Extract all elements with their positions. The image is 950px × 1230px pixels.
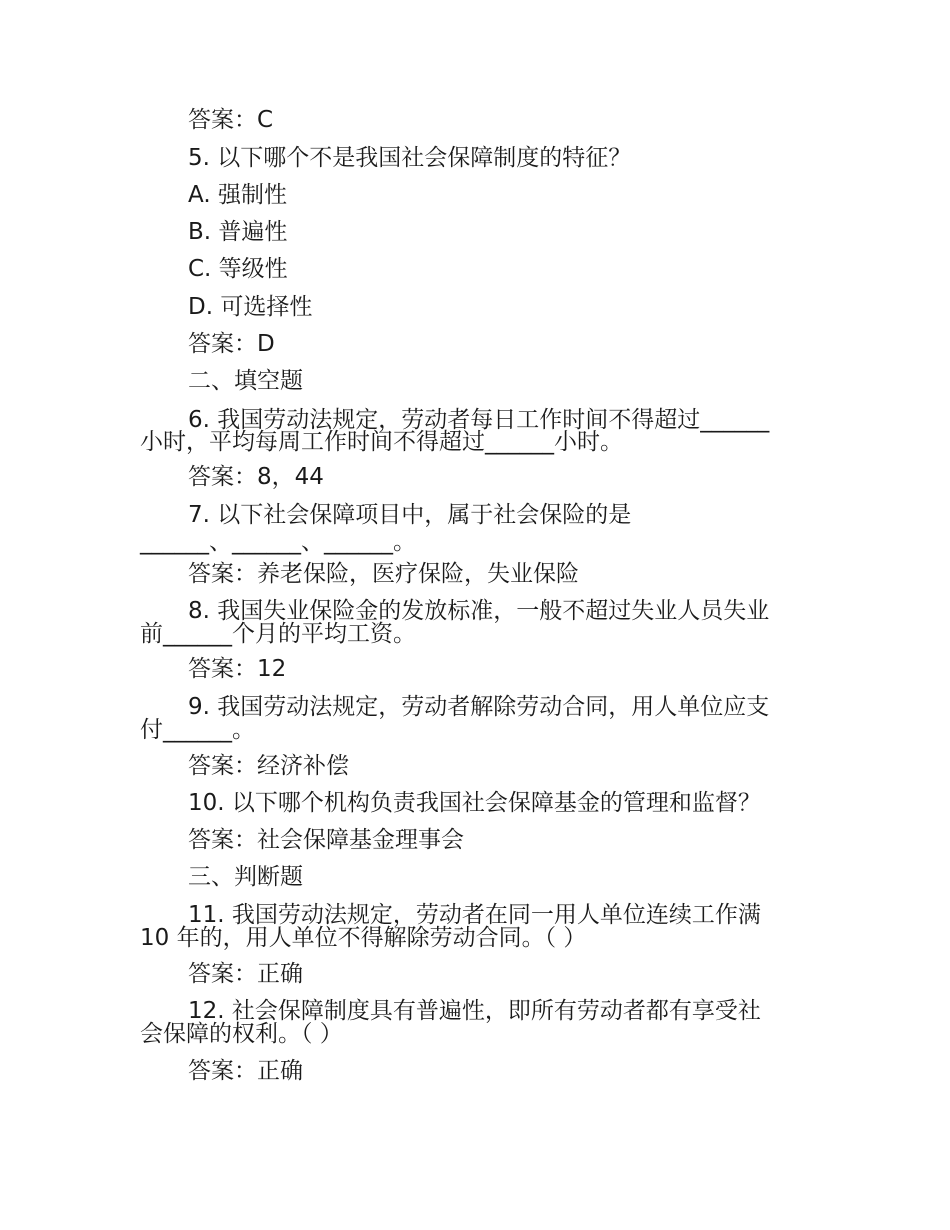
answer-9: 答案：经济补偿 [188,753,349,779]
answer-5: 答案：D [188,331,275,357]
answer-11: 答案：正确 [188,961,303,987]
answer-6: 答案：8，44 [188,464,324,490]
section-true-false: 三、判断题 [188,864,303,890]
question-8-line-1: 8. 我国失业保险金的发放标准，一般不超过失业人员失业 [188,598,770,624]
question-7-line-1: 7. 以下社会保障项目中，属于社会保险的是 [188,502,632,528]
option-b: B. 普遍性 [188,219,288,245]
question-5: 5. 以下哪个不是我国社会保障制度的特征？ [188,145,632,171]
answer-4: 答案：C [188,107,274,133]
question-12-line-2: 会保障的权利。（ ） [140,1021,343,1047]
question-11-line-2: 10 年的，用人单位不得解除劳动合同。（ ） [140,925,587,951]
question-9-line-1: 9. 我国劳动法规定，劳动者解除劳动合同，用人单位应支 [188,694,770,720]
section-fill-blank: 二、填空题 [188,368,303,394]
answer-10: 答案：社会保障基金理事会 [188,827,464,853]
question-6-line-1: 6. 我国劳动法规定，劳动者每日工作时间不得超过______ [188,407,770,433]
question-12-line-1: 12. 社会保障制度具有普遍性，即所有劳动者都有享受社 [188,998,761,1024]
answer-12: 答案：正确 [188,1058,303,1084]
question-9-line-2: 付______。 [140,717,255,743]
answer-7: 答案：养老保险，医疗保险，失业保险 [188,561,579,587]
option-a: A. 强制性 [188,182,287,208]
question-6-line-2: 小时，平均每周工作时间不得超过______小时。 [140,429,623,455]
question-11-line-1: 11. 我国劳动法规定，劳动者在同一用人单位连续工作满 [188,902,761,928]
answer-8: 答案：12 [188,656,287,682]
question-7-line-2: ______、______、______。 [140,529,416,555]
question-10: 10. 以下哪个机构负责我国社会保障基金的管理和监督？ [188,790,761,816]
question-8-line-2: 前______个月的平均工资。 [140,621,416,647]
option-c: C. 等级性 [188,256,288,282]
option-d: D. 可选择性 [188,294,313,320]
